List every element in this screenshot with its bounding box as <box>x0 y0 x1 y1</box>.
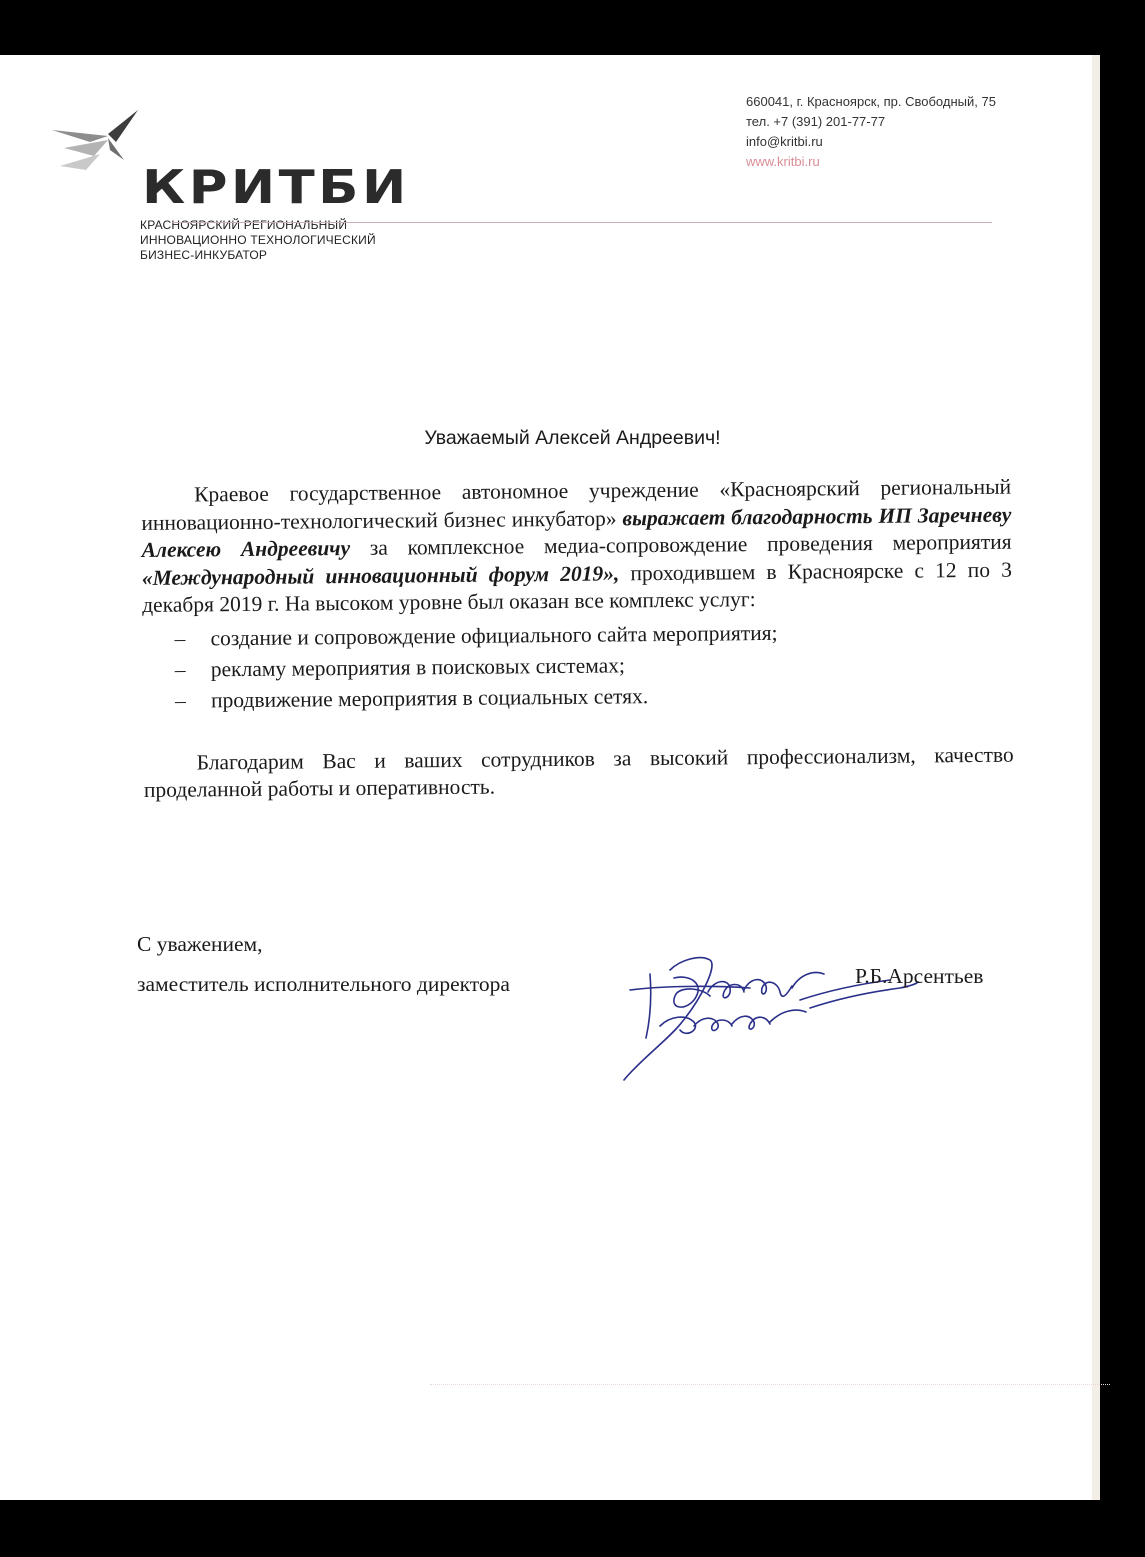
paragraph-gratitude: Благодарим Вас и ваших сотрудников за высокий профессионализм, качество проделанной работы и оперативность. <box>143 742 1014 802</box>
organization-name <box>140 218 376 263</box>
org-line: ИННОВАЦИОННО ТЕХНОЛОГИЧЕСКИЙ <box>140 233 376 247</box>
text: проходившем в Красноярске с 12 по 3 декабря 2019 г. На высоком уровне был оказан все комплекс услуг: <box>142 557 1012 617</box>
text: Краевое государственное автономное учреждение «Красноярский региональный инновационно-технологический бизнес инкубатор» <box>141 474 1012 535</box>
signer-position: заместитель исполнительного директора <box>137 972 510 996</box>
closing: С уважением, <box>137 932 263 956</box>
signer-name: Р.Б.Арсентьев <box>855 964 984 988</box>
list-item-text: продвижение мероприятия в социальных сетях. <box>210 683 649 712</box>
page-edge <box>1092 55 1100 1500</box>
org-line: БИЗНЕС-ИНКУБАТОР <box>140 248 268 262</box>
org-line: КРАСНОЯРСКИЙ РЕГИОНАЛЬНЫЙ <box>140 218 348 232</box>
list-item-text: рекламу мероприятия в поисковых системах; <box>210 652 626 681</box>
email-link[interactable]: info@kritbi.ru <box>746 134 823 149</box>
phone: тел. +7 (391) 201-77-77 <box>746 114 886 129</box>
swallow-icon <box>50 70 140 170</box>
letter-body <box>141 474 1014 826</box>
list-dash: – <box>174 657 186 682</box>
handwritten-signature <box>610 930 920 1080</box>
services-list <box>142 615 1013 716</box>
page-footer-mark <box>430 1384 1110 1385</box>
contact-block <box>746 92 996 172</box>
kritbi-logo <box>50 70 410 270</box>
emphasis-thanks: выражает благодарность ИП Заречневу Алексею Андреевичу <box>141 502 1012 562</box>
salutation: Уважаемый Алексей Андреевич! <box>424 427 721 449</box>
paragraph-thanks <box>141 474 1012 620</box>
list-item-text: создание и сопровождение официального сайта мероприятия; <box>210 620 778 650</box>
list-dash: – <box>174 688 186 713</box>
text: за комплексное медиа-сопровождение проведения мероприятия <box>349 529 1012 560</box>
header-divider <box>172 222 992 223</box>
address: 660041, г. Красноярск, пр. Свободный, 75 <box>746 94 996 109</box>
emphasis-event: «Международный инновационный форум 2019», <box>141 560 620 590</box>
list-dash: – <box>174 626 186 651</box>
logo-wordmark: КРИТБИ <box>142 160 410 214</box>
website-link[interactable]: www.kritbi.ru <box>746 154 820 169</box>
